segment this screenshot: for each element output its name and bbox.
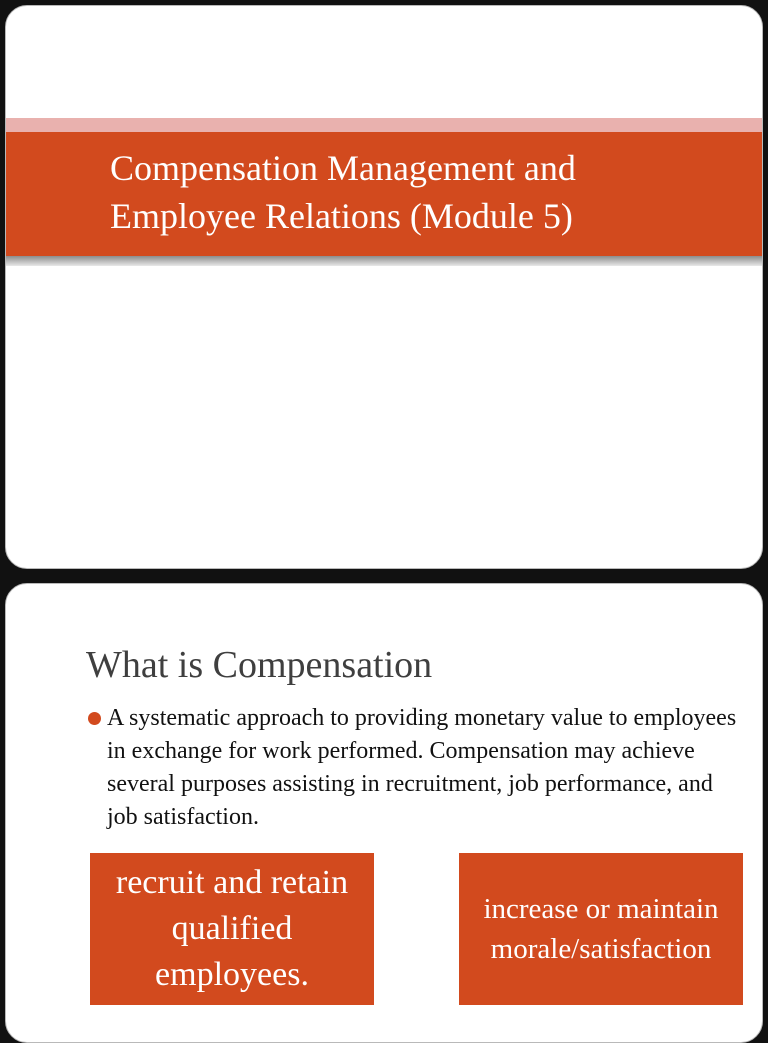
- slide-title: [5, 5, 763, 569]
- slide-heading: What is Compensation: [86, 644, 433, 686]
- bullet-dot-icon: [88, 712, 101, 725]
- purpose-box-recruit: recruit and retain qualified employees.: [90, 853, 374, 1005]
- slide-what-is-compensation: [5, 583, 763, 1043]
- bullet-text: A systematic approach to providing monetary value to employees in exchange for work performed. Compensation may achieve several purposes assisting in recruitment, job performance, and job satisfaction.: [107, 705, 737, 830]
- title-band-accent-strip: [6, 118, 762, 132]
- title-band-shadow: [6, 256, 762, 266]
- presentation-title: Compensation Management and Employee Relations (Module 5): [110, 148, 576, 236]
- purpose-box-morale: increase or maintain morale/satisfaction: [459, 853, 743, 1005]
